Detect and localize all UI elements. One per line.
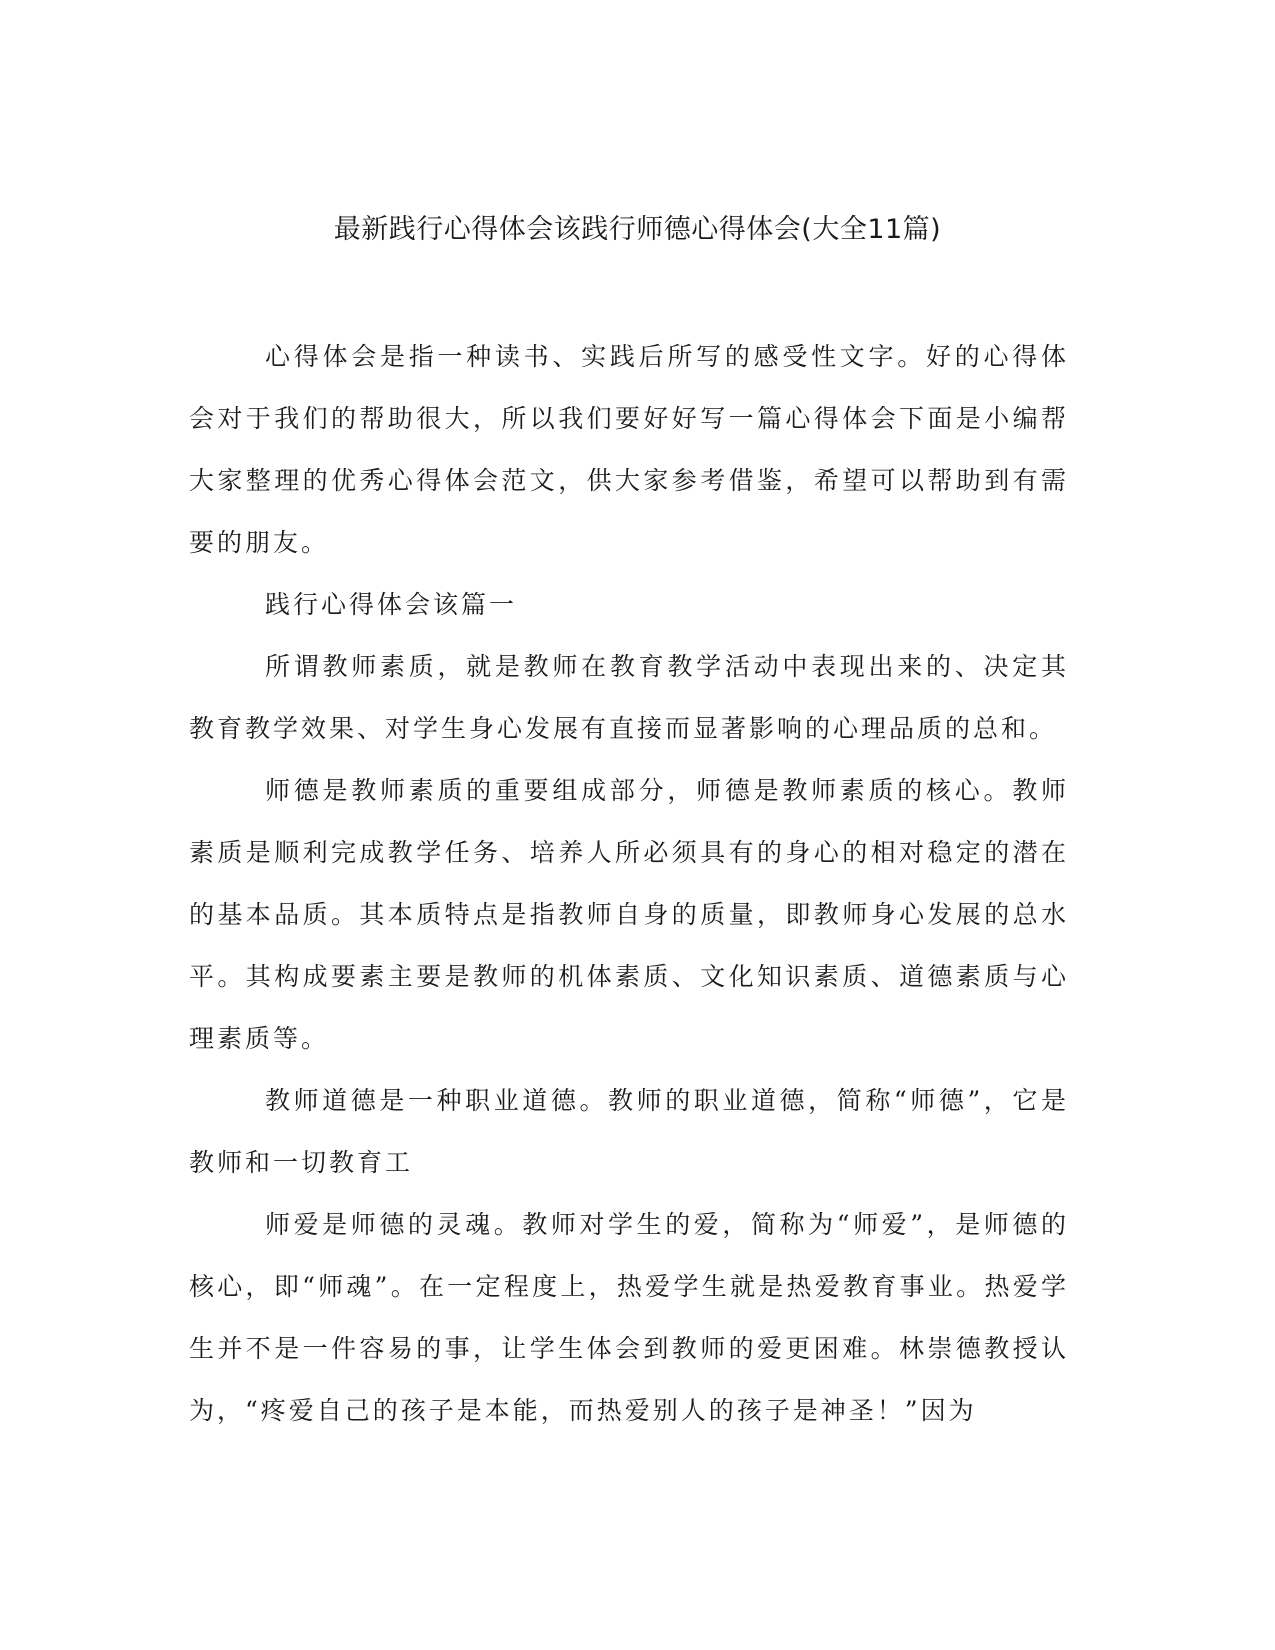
paragraph: 师德是教师素质的重要组成部分，师德是教师素质的核心。教师素质是顺利完成教学任务、培养人所必须具有的身心的相对稳定的潜在的基本品质。其本质特点是指教师自身的质量，即教师身心发展的总水平。其构成要素主要是教师的机体素质、文化知识素质、道德素质与心理素质等。 [189,776,1069,1053]
paragraph: 所谓教师素质，就是教师在教育教学活动中表现出来的、决定其教育教学效果、对学生身心发展有直接而显著影响的心理品质的总和。 [189,652,1069,743]
paragraph: 教师道德是一种职业道德。教师的职业道德，简称“师德”，它是教师和一切教育工 [189,1086,1069,1177]
document-body [189,326,1069,1442]
paragraph: 师爱是师德的灵魂。教师对学生的爱，简称为“师爱”，是师德的核心，即“师魂”。在一定程度上，热爱学生就是热爱教育事业。热爱学生并不是一件容易的事，让学生体会到教师的爱更困难。林崇德教授认为，“疼爱自己的孩子是本能，而热爱别人的孩子是神圣！”因为 [189,1210,1069,1425]
document-title: 最新践行心得体会该践行师德心得体会(大全11篇) [333,214,942,245]
section-heading: 践行心得体会该篇一 [265,590,518,619]
paragraph-intro: 心得体会是指一种读书、实践后所写的感受性文字。好的心得体会对于我们的帮助很大，所以我们要好好写一篇心得体会下面是小编帮大家整理的优秀心得体会范文，供大家参考借鉴，希望可以帮助到有需要的朋友。 [189,342,1069,557]
